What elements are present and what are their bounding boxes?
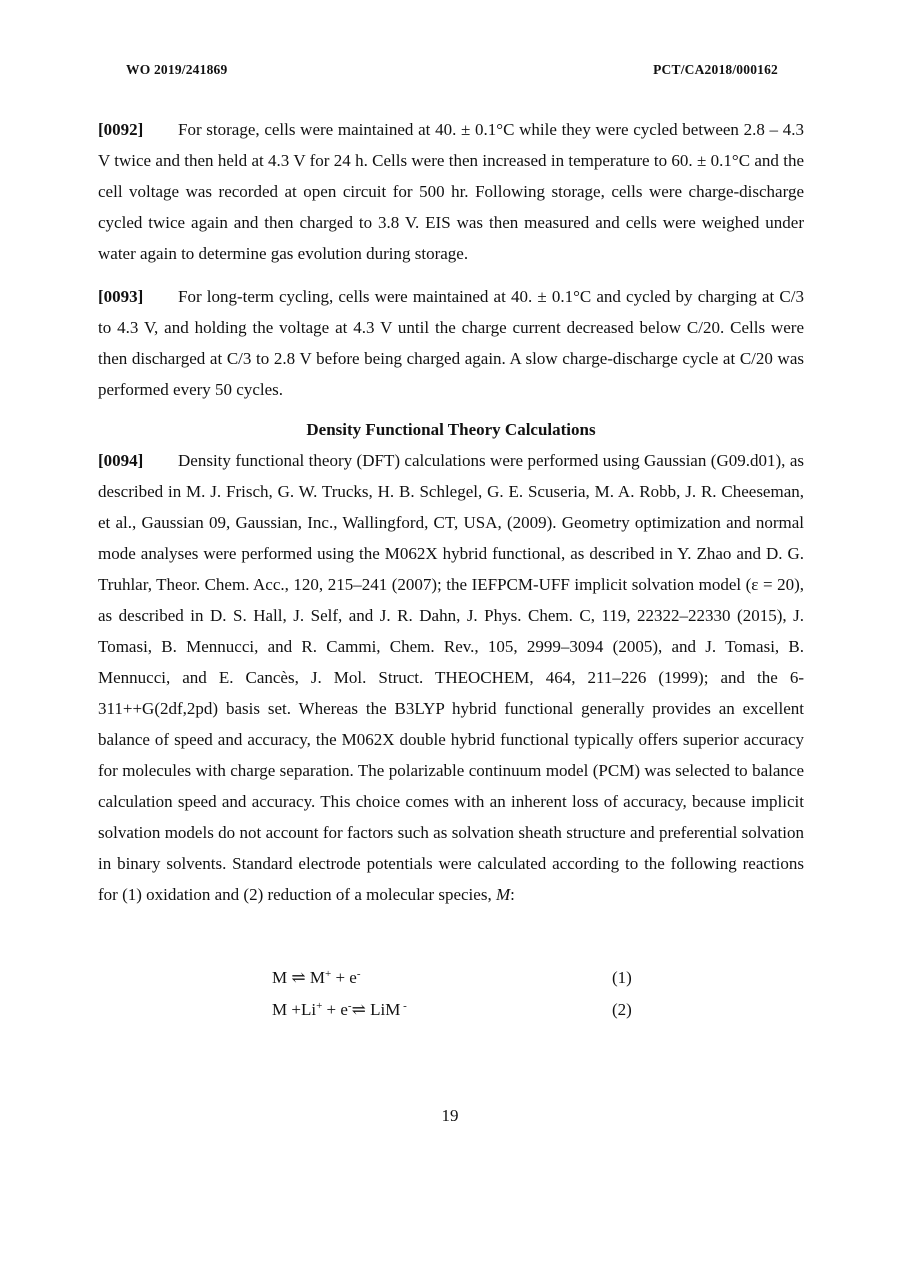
document-body xyxy=(98,114,804,910)
paragraph-text: Density functional theory (DFT) calculations were performed using Gaussian (G09.d01), as described in M. J. Frisch, G. W. Trucks, H. B. Schlegel, G. E. Scuseria, M. A. Robb, J. R. Cheeseman, et al., Gaussian 09, Gaussian, Inc., Wallingford, CT, USA, (2009). Geometry optimization and normal mode analyses were performed using the M062X hybrid functional, as described in Y. Zhao and D. G. Truhlar, Theor. Chem. Acc., 120, 215–241 (2007); the IEFPCM-UFF implicit solvation model (ε = 20), as described in D. S. Hall, J. Self, and J. R. Dahn, J. Phys. Chem. C, 119, 22322–22330 (2015), J. Tomasi, B. Mennucci, and R. Cammi, Chem. Rev., 105, 2999–3094 (2005), and J. Tomasi, B. Mennucci, and E. Cancès, J. Mol. Struct. THEOCHEM, 464, 211–226 (1999); and the 6-311++G(2df,2pd) basis set. Whereas the B3LYP hybrid functional generally provides an excellent balance of speed and accuracy, the M062X double hybrid functional typically offers superior accuracy for molecules with charge separation. The polarizable continuum model (PCM) was selected to balance calculation speed and accuracy. This choice comes with an inherent loss of accuracy, because implicit solvation models do not account for factors such as solvation sheath structure and preferential solvation in binary solvents. Standard electrode potentials were calculated according to the following reactions for (1) oxidation and (2) reduction of a molecular species, xyxy=(98,451,804,904)
page-number: 19 xyxy=(441,1106,459,1125)
equation-reduction xyxy=(272,994,652,1026)
equation-expression: M ⇌ M+ + e- xyxy=(272,968,361,987)
equation-oxidation xyxy=(272,962,652,994)
application-number: PCT/CA2018/000162 xyxy=(653,62,778,77)
paragraph-number: [0094] xyxy=(98,451,144,470)
equation-number: (2) xyxy=(612,1000,632,1019)
paragraph-0092 xyxy=(98,114,804,269)
paragraph-0093 xyxy=(98,281,804,405)
paragraph-text: For long-term cycling, cells were maintained at 40. ± 0.1°C and cycled by charging at C/3 to 4.3 V, and holding the voltage at 4.3 V until the charge current decreased below C/20. Cells were then discharged at C/3 to 2.8 V before being charged again. A slow charge-discharge cycle at C/20 was performed every 50 cycles. xyxy=(98,287,804,399)
equation-number: (1) xyxy=(612,968,632,987)
paragraph-tail: : xyxy=(510,885,515,904)
molecular-species-symbol: M xyxy=(495,885,511,904)
equations-block xyxy=(272,962,652,1026)
page-header xyxy=(126,62,778,82)
paragraph-number: [0093] xyxy=(98,287,144,306)
section-heading: Density Functional Theory Calculations xyxy=(306,420,596,439)
paragraph-0094 xyxy=(98,445,804,910)
paragraph-number: [0092] xyxy=(98,120,144,139)
paragraph-text: For storage, cells were maintained at 40. ± 0.1°C while they were cycled between 2.8 – 4.3 V twice and then held at 4.3 V for 24 h. Cells were then increased in temperature to 60. ± 0.1°C and the cell voltage was recorded at open circuit for 500 hr. Following storage, cells were charge-discharge cycled twice again and then charged to 3.8 V. EIS was then measured and cells were weighed under water again to determine gas evolution during storage. xyxy=(98,120,804,263)
equation-expression: M +Li+ + e-⇌ LiM - xyxy=(272,1000,407,1019)
publication-number: WO 2019/241869 xyxy=(126,62,228,77)
